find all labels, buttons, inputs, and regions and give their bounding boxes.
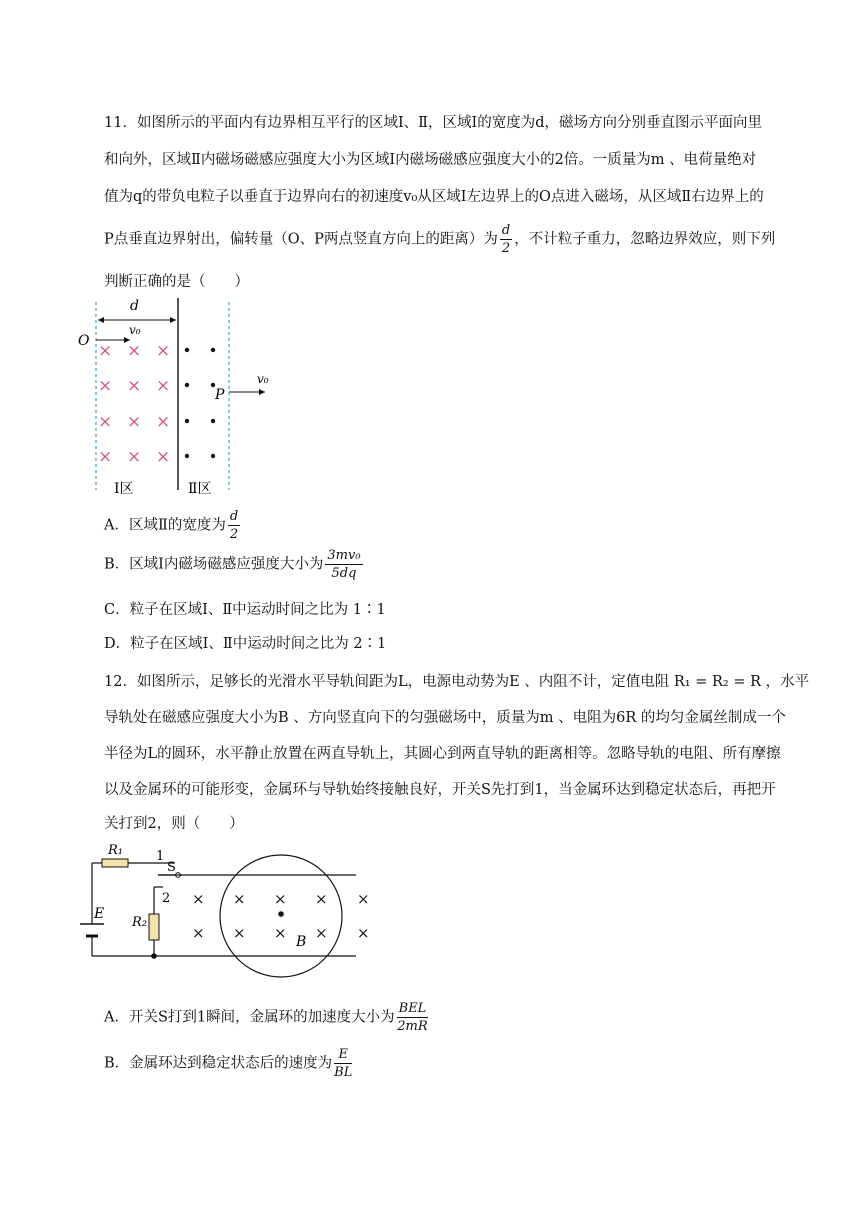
svg-text:×: ×	[98, 447, 113, 467]
field-out-of-page-dots	[185, 348, 215, 458]
q11-line-5: 判断正确的是（ ）	[104, 274, 249, 290]
offset-fraction-den: 2	[501, 241, 511, 256]
label-zone-2: Ⅱ区	[188, 481, 212, 497]
svg-text:×: ×	[156, 447, 171, 467]
q11-line-1: 11．如图所示的平面内有边界相互平行的区域Ⅰ、Ⅱ，区域Ⅰ的宽度为d，磁场方向分别垂直图示平面向里	[104, 115, 763, 131]
q12-option-a	[104, 1000, 430, 1035]
q11-option-b-den: 5dq	[331, 566, 357, 581]
resistor-R1	[102, 859, 128, 867]
label-R2: R₂	[132, 915, 147, 930]
q12-line-3: 半径为L的圆环，水平静止放置在两直导轨上，其圆心到两直导轨的距离相等。忽略导轨的电阻、所有摩擦	[104, 746, 781, 762]
q12-line-4: 以及金属环的可能形变，金属环与导轨始终接触良好，开关S先打到1，当金属环达到稳定状态后，再把开	[104, 782, 776, 798]
q11-line-2: 和向外，区域Ⅱ内磁场磁感应强度大小为区域Ⅰ内磁场磁感应强度大小的2倍。一质量为m 、电荷量绝对	[104, 152, 757, 168]
offset-fraction-num: d	[501, 223, 511, 238]
q11-option-b-text: B．区域Ⅰ内磁场磁感应强度大小为	[104, 556, 324, 573]
label-d: d	[130, 298, 139, 314]
q12-line-2: 导轨处在磁感应强度大小为B 、方向竖直向下的匀强磁场中，质量为m 、电阻为6R 的均匀金属丝制成一个	[104, 710, 786, 726]
resistor-R2	[149, 914, 159, 940]
svg-text:×: ×	[315, 890, 328, 908]
v0-exit-arrowhead	[229, 386, 269, 398]
q11-option-a-text: A．区域Ⅱ的宽度为	[104, 517, 226, 534]
q11-magnetic-field-diagram	[74, 294, 269, 500]
svg-text:×: ×	[192, 924, 205, 942]
svg-text:×: ×	[233, 924, 246, 942]
svg-text:×: ×	[156, 412, 171, 432]
q11-line-4-text: P点垂直边界射出，偏转量（O、P两点竖直方向上的距离）为	[104, 231, 498, 248]
label-B: B	[296, 934, 307, 950]
svg-text:×: ×	[127, 447, 142, 467]
q11-option-b-num: 3mv₀	[327, 548, 361, 563]
svg-text:×: ×	[127, 412, 142, 432]
q12-option-b-den: BL	[334, 1065, 353, 1080]
offset-fraction	[500, 222, 512, 257]
q12-line-5: 关打到2，则（ ）	[104, 816, 244, 832]
field-into-page-crosses	[98, 341, 170, 467]
svg-text:×: ×	[274, 890, 287, 908]
svg-text:×: ×	[98, 412, 113, 432]
svg-text:×: ×	[192, 890, 205, 908]
q12-option-a-fraction	[397, 1000, 429, 1035]
label-E: E	[94, 906, 105, 922]
q11-line-4	[104, 222, 775, 257]
svg-text:×: ×	[233, 890, 246, 908]
q11-option-b-fraction	[325, 547, 362, 582]
q12-option-b-fraction	[334, 1046, 352, 1081]
svg-text:×: ×	[357, 924, 370, 942]
svg-text:×: ×	[98, 341, 113, 361]
label-P: P	[215, 387, 225, 403]
q12-option-b	[104, 1046, 354, 1081]
q12-option-b-text: B．金属环达到稳定状态后的速度为	[104, 1055, 333, 1072]
q11-line-4-tail: ，不计粒子重力，忽略边界效应，则下列	[514, 231, 776, 248]
svg-text:×: ×	[274, 924, 287, 942]
q12-circuit-diagram	[74, 836, 384, 1018]
q12-option-a-text: A．开关S打到1瞬间，金属环的加速度大小为	[104, 1009, 395, 1026]
arrowhead-right	[170, 317, 176, 323]
label-1: 1	[156, 849, 165, 864]
svg-text:×: ×	[315, 924, 328, 942]
q11-option-a-num: d	[229, 509, 239, 524]
q11-option-a-den: 2	[229, 527, 239, 542]
label-v0-out: v₀	[257, 372, 269, 386]
ring-center-dot	[278, 911, 284, 917]
q11-line-3: 值为q的带负电粒子以垂直于边界向右的初速度v₀从区域Ⅰ左边界上的O点进入磁场，从区域Ⅱ右边界上的	[104, 189, 764, 205]
label-S: S	[167, 860, 176, 875]
q12-line-1: 12．如图所示，足够长的光滑水平导轨间距为L，电源电动势为E 、内阻不计，定值电阻 R₁ = R₂ = R ，水平	[104, 674, 810, 690]
svg-text:×: ×	[98, 376, 113, 396]
svg-text:×: ×	[156, 376, 171, 396]
svg-text:×: ×	[156, 341, 171, 361]
q11-option-a-fraction	[228, 508, 240, 543]
label-2: 2	[162, 891, 171, 906]
q11-option-c: C．粒子在区域Ⅰ、Ⅱ中运动时间之比为 1∶1	[104, 602, 386, 618]
q12-option-a-den: 2mR	[397, 1019, 428, 1034]
q12-option-b-num: E	[334, 1046, 352, 1064]
label-zone-1: Ⅰ区	[114, 481, 134, 497]
label-O: O	[78, 333, 90, 349]
q11-option-a	[104, 508, 242, 543]
svg-text:×: ×	[127, 376, 142, 396]
label-v0-in: v₀	[129, 323, 141, 337]
label-R1: R₁	[108, 843, 123, 858]
q11-option-b	[104, 547, 365, 582]
q12-option-a-num: BEL	[398, 1001, 427, 1016]
arrowhead-left	[98, 317, 104, 323]
svg-text:×: ×	[357, 890, 370, 908]
svg-text:×: ×	[127, 341, 142, 361]
q11-option-d: D．粒子在区域Ⅰ、Ⅱ中运动时间之比为 2∶1	[104, 636, 387, 652]
